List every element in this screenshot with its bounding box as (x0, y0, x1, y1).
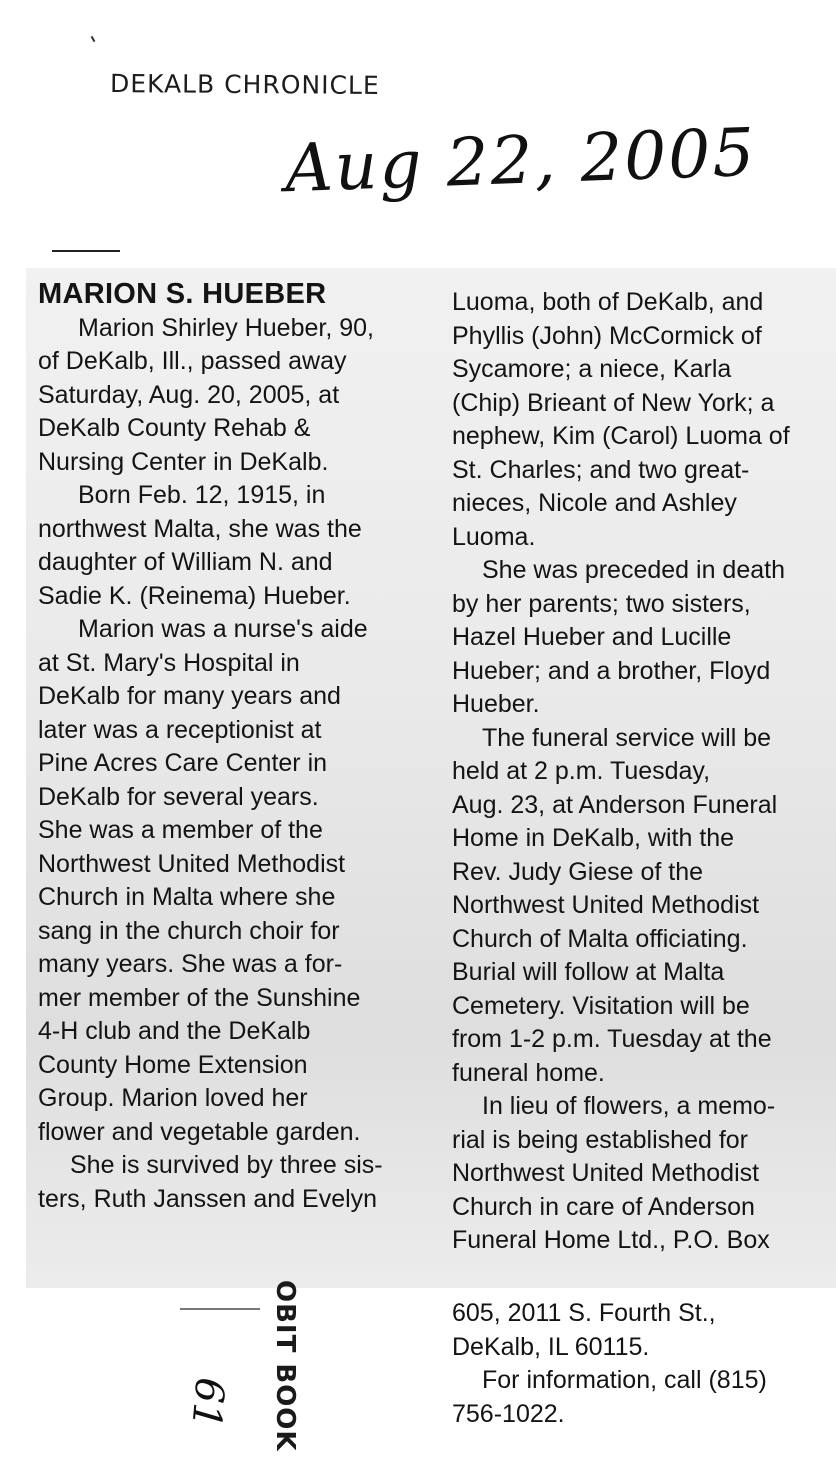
text-line: Burial will follow at Malta (452, 958, 725, 986)
obit-book-stamp: OBIT BOOK (270, 1280, 300, 1452)
handwritten-page-number: 61 (182, 1375, 233, 1431)
obituary-headline: MARION S. HUEBER (38, 278, 327, 310)
text-line: Phyllis (John) McCormick of (452, 321, 762, 350)
text-line: of DeKalb, Ill., passed away (38, 347, 347, 375)
text-line: by her parents; two sisters, (452, 589, 751, 618)
text-line: Hueber; and a brother, Floyd (452, 656, 771, 685)
text-line: Aug. 23, at Anderson Funeral (452, 790, 778, 819)
text-line: 605, 2011 S. Fourth St., (452, 1299, 716, 1327)
text-line: Cemetery. Visitation will be (452, 991, 750, 1020)
column-1 (38, 278, 418, 1216)
text-line: Saturday, Aug. 20, 2005, at (38, 380, 340, 409)
column-2-continued (452, 1297, 822, 1431)
text-line: later was a receptionist at (38, 715, 322, 744)
publication-stamp: DEKALB CHRONICLE (109, 69, 380, 100)
text-line: mer member of the Sunshine (38, 983, 361, 1012)
text-line: Hueber. (452, 690, 540, 718)
text-line: Northwest United Methodist (452, 1159, 760, 1187)
text-line: (Chip) Brieant of New York; a (452, 388, 775, 417)
text-line: nephew, Kim (Carol) Luoma of (452, 422, 790, 450)
text-line: many years. She was a for- (38, 950, 343, 978)
text-line: at St. Mary's Hospital in (38, 648, 300, 677)
text-line: 4-H club and the DeKalb (38, 1017, 311, 1045)
text-line: Nursing Center in DeKalb. (38, 447, 329, 476)
column-2 (452, 286, 822, 1258)
text-line: Group. Marion loved her (38, 1084, 308, 1112)
clipping-edge-mark (180, 1308, 260, 1310)
text-line: County Home Extension (38, 1050, 308, 1079)
text-line: Church in care of Anderson (452, 1192, 755, 1221)
text-line: Home in DeKalb, with the (452, 824, 735, 852)
text-line: daughter of William N. and (38, 548, 333, 576)
text-line: The funeral service will be (482, 723, 772, 752)
text-line: DeKalb, IL 60115. (452, 1332, 650, 1361)
text-line: In lieu of flowers, a memo- (482, 1092, 776, 1120)
text-line: nieces, Nicole and Ashley (452, 489, 737, 517)
text-line: sang in the church choir for (38, 916, 340, 945)
text-line: 756-1022. (452, 1399, 565, 1428)
text-line: She is survived by three sis- (70, 1151, 383, 1179)
text-line: northwest Malta, she was the (38, 514, 362, 543)
text-line: flower and vegetable garden. (38, 1117, 361, 1146)
handwritten-date: Aug 22, 2005 (283, 113, 758, 208)
text-line: Northwest United Methodist (452, 891, 760, 919)
text-line: Church in Malta where she (38, 883, 336, 911)
text-line: Luoma, both of DeKalb, and (452, 288, 764, 316)
text-line: DeKalb County Rehab & (38, 414, 311, 442)
text-line: Sycamore; a niece, Karla (452, 355, 732, 383)
text-line: DeKalb for many years and (38, 682, 341, 710)
text-line: Marion Shirley Hueber, 90, (78, 313, 374, 342)
text-line: Funeral Home Ltd., P.O. Box (452, 1226, 770, 1254)
text-line: Marion was a nurse's aide (78, 615, 368, 643)
pen-tick-mark (91, 36, 96, 42)
text-line: Pine Acres Care Center in (38, 749, 328, 777)
text-line: ters, Ruth Janssen and Evelyn (38, 1184, 378, 1213)
text-line: She was a member of the (38, 816, 323, 844)
text-line: held at 2 p.m. Tuesday, (452, 757, 711, 785)
text-line: funeral home. (452, 1058, 605, 1087)
text-line: Hazel Hueber and Lucille (452, 623, 732, 651)
text-line: Sadie K. (Reinema) Hueber. (38, 581, 351, 610)
top-rule (52, 250, 120, 252)
text-line: Rev. Judy Giese of the (452, 857, 704, 886)
text-line: Northwest United Methodist (38, 849, 346, 878)
text-line: She was preceded in death (482, 556, 785, 584)
text-line: St. Charles; and two great- (452, 455, 750, 484)
text-line: Born Feb. 12, 1915, in (78, 481, 326, 509)
text-line: Luoma. (452, 522, 536, 551)
text-line: DeKalb for several years. (38, 782, 319, 811)
text-line: Church of Malta officiating. (452, 924, 748, 953)
text-line: rial is being established for (452, 1125, 748, 1154)
text-line: from 1-2 p.m. Tuesday at the (452, 1025, 772, 1053)
text-line: For information, call (815) (482, 1366, 767, 1394)
